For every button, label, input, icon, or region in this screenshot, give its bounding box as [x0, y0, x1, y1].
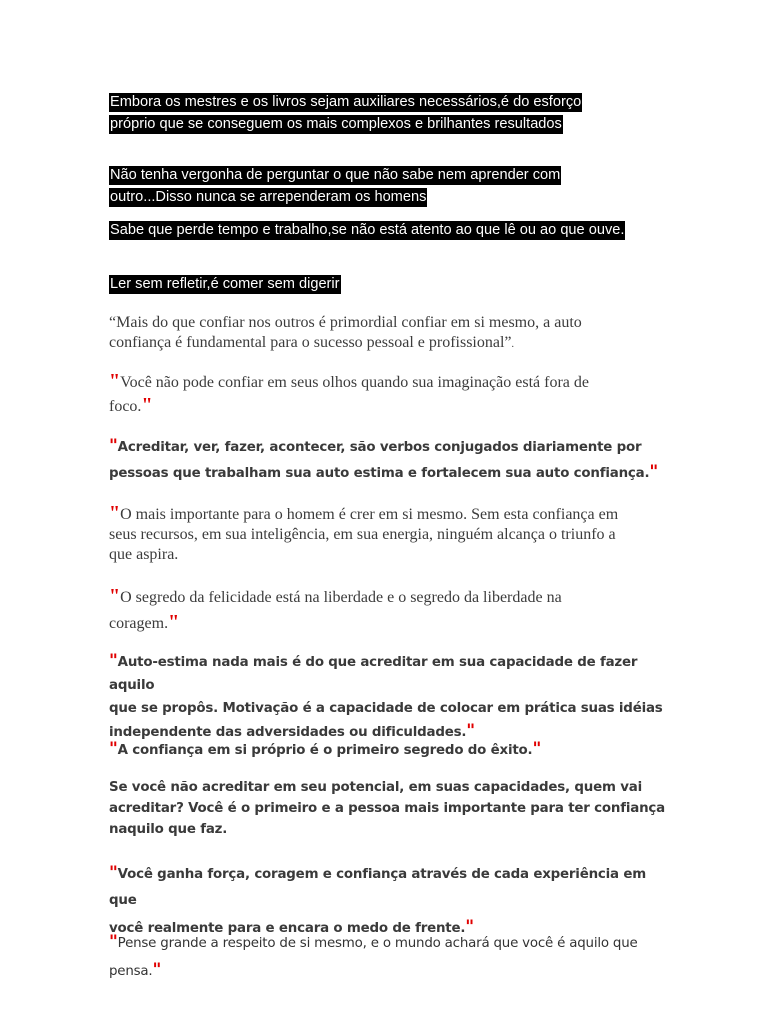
highlighted-quote-1	[109, 91, 582, 135]
quote-text: pensa.	[109, 964, 153, 979]
close-quote: ”	[504, 334, 512, 351]
open-quote: "	[109, 436, 118, 456]
close-quote: "	[152, 960, 162, 980]
quote-text: confiança é fundamental para o sucesso pessoal e profissional	[109, 334, 505, 351]
open-quote: "	[109, 739, 118, 759]
quote-10	[109, 929, 669, 985]
close-quote: "	[532, 739, 542, 759]
highlighted-quote-3	[109, 219, 625, 241]
quote-text: Mais do que confiar nos outros é primordial confiar em si mesmo, a auto	[116, 314, 582, 331]
quote-1	[109, 313, 649, 355]
quote-7	[109, 737, 669, 763]
highlighted-quote-2	[109, 164, 561, 208]
quote-text: Você ganha força, coragem e confiança através de cada experiência em que	[109, 867, 646, 908]
highlighted-line: próprio que se conseguem os mais complexos e brilhantes resultados	[110, 116, 562, 132]
highlighted-quote-4	[109, 273, 341, 295]
close-quote: "	[465, 917, 474, 937]
quote-4	[109, 503, 649, 565]
quote-text: A confiança em si próprio é o primeiro segredo do êxito.	[117, 743, 533, 758]
highlighted-line: outro...Disso nunca se arrependeram os homens	[110, 189, 427, 205]
open-quote: "	[109, 585, 121, 607]
quote-text: naquilo que faz.	[109, 822, 228, 837]
quote-8	[109, 777, 669, 840]
open-quote: "	[109, 502, 121, 524]
quote-text: Se você não acreditar em seu potencial, em suas capacidades, quem vai	[109, 780, 642, 795]
quote-text: seus recursos, em sua inteligência, em sua energia, ninguém alcança o triunfo a	[109, 526, 616, 543]
quote-text: acreditar? Você é o primeiro e a pessoa mais importante para ter confiança	[109, 801, 665, 816]
close-quote: "	[466, 721, 475, 741]
quote-text: coragem.	[109, 615, 169, 632]
quote-5	[109, 584, 649, 636]
close-quote: "	[168, 611, 180, 633]
quote-text: você realmente para e encara o medo de frente.	[109, 921, 466, 936]
quote-text: Acreditar, ver, fazer, acontecer, são verbos conjugados diariamente por	[117, 440, 642, 455]
quote-3	[109, 434, 669, 486]
period: .	[511, 339, 515, 350]
quote-text: Você não pode confiar em seus olhos quando sua imaginação está fora de	[120, 374, 589, 391]
open-quote: “	[109, 314, 117, 331]
quote-text: O mais importante para o homem é crer em si mesmo. Sem esta confiança em	[120, 506, 619, 523]
quote-text: Auto-estima nada mais é do que acreditar em sua capacidade de fazer aquilo	[109, 655, 638, 693]
open-quote: "	[109, 932, 118, 952]
quote-text: foco.	[109, 398, 142, 415]
quote-2	[109, 370, 649, 418]
open-quote: "	[109, 370, 121, 392]
quote-text: Pense grande a respeito de si mesmo, e o mundo achará que você é aquilo que	[117, 936, 638, 951]
open-quote: "	[109, 651, 118, 671]
close-quote: "	[649, 462, 659, 482]
quote-text: independente das adversidades ou dificuldades.	[109, 725, 467, 740]
quote-text: que aspira.	[109, 546, 179, 563]
highlighted-line: Sabe que perde tempo e trabalho,se não está atento ao que lê ou ao que ouve.	[110, 222, 625, 238]
quote-text: que se propôs. Motivação é a capacidade de colocar em prática suas idéias	[109, 701, 663, 716]
quote-6	[109, 650, 669, 744]
open-quote: "	[109, 863, 118, 883]
quote-text: O segredo da felicidade está na liberdade e o segredo da liberdade na	[120, 589, 562, 606]
highlighted-line: Embora os mestres e os livros sejam auxiliares necessários,é do esforço	[110, 94, 582, 110]
highlighted-line: Ler sem refletir,é comer sem digerir	[110, 276, 340, 292]
highlighted-line: Não tenha vergonha de perguntar o que não sabe nem aprender com	[110, 167, 561, 183]
close-quote: "	[141, 394, 153, 416]
quote-text: pessoas que trabalham sua auto estima e fortalecem sua auto confiança.	[109, 466, 650, 481]
